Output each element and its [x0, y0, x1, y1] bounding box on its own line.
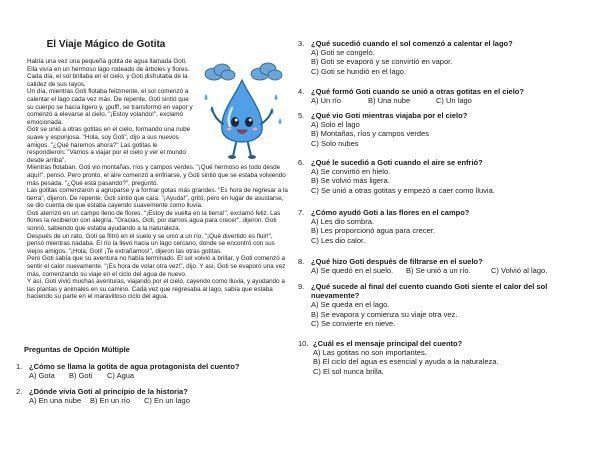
- option-a[interactable]: A) Les dio sombra.: [311, 217, 374, 227]
- options-list: [311, 300, 590, 328]
- options-list: [311, 120, 590, 148]
- option-a[interactable]: A) Se convirtió en hielo.: [311, 167, 391, 177]
- story-paragraph: Mientras flotaban, Goti vio montañas, ríos y campos verdes. "¡Qué hermoso es todo desde aquí!", pensó. Pero pronto, el aire comenzó a enfriarse, y Goti sintió que se estaba volviendo más pesada. "¿Qué está pasando?", preguntó.: [27, 164, 286, 187]
- story-paragraph: Después de un rato, Goti se filtró en el suelo y se unió a un río. "¡Qué divertido es fluir!", pensó mientras nadaba. El río la llevó hacia un lago cercano, donde se encontró con sus viejos amigos. "¡Hola, Goti! ¡Te extrañamos!", dijeron las otras gotitas.: [27, 232, 275, 255]
- question-9: [298, 282, 590, 328]
- option-b[interactable]: B) En un río: [90, 396, 131, 406]
- story-title: El Viaje Mágico de Gotita: [46, 39, 166, 50]
- question-1: [16, 362, 296, 380]
- option-c[interactable]: C) El sol nunca brilla.: [313, 366, 384, 376]
- option-b[interactable]: B) Se evapora y comienza su viaje otra vez.: [311, 309, 458, 319]
- option-b[interactable]: B) Una nube: [368, 96, 411, 106]
- question-2: [16, 387, 296, 405]
- multiple-choice-title: Preguntas de Opción Múltiple: [24, 345, 130, 354]
- question-number: 6.: [298, 158, 305, 167]
- option-c[interactable]: C) Solo nubes: [311, 138, 359, 148]
- option-a[interactable]: A) Se quedó en el suelo.: [311, 266, 394, 276]
- question-stem: ¿Qué formó Goti cuando se unió a otras gotitas en el cielo?: [311, 87, 524, 96]
- option-b[interactable]: B) Se unió a un río.: [406, 266, 471, 276]
- option-a[interactable]: A) Solo el lago: [311, 120, 360, 130]
- question-6: [298, 158, 590, 195]
- option-b[interactable]: B) Montañas, ríos y campos verdes: [311, 129, 429, 139]
- question-number: 5.: [298, 111, 305, 120]
- question-number: 9.: [298, 282, 305, 291]
- options-row: [29, 396, 296, 405]
- question-stem: ¿Cuál es el mensaje principal del cuento?: [313, 339, 463, 348]
- option-b[interactable]: B) El ciclo del agua es esencial y ayuda a la naturaleza.: [313, 357, 499, 367]
- option-b[interactable]: B) Se volvió más ligera.: [311, 176, 390, 186]
- option-a[interactable]: A) En una nube: [29, 396, 82, 406]
- story-paragraph: Un día, mientras Goti flotaba felizmente, el sol comenzó a calentar el lago cada vez más. De repente, Goti sintió que su cuerpo se hacía ligero y, ¡puff!, se transformó en vapor y comenzó a elevarse al cielo. "¡Estoy volando!", exclamó emocionada.: [27, 88, 193, 126]
- question-number: 3.: [298, 39, 305, 48]
- story-paragraph: Las gotitas comenzaron a agruparse y a formar gotas más grandes. "Es hora de regresar a la tierra", dijeron. De repente, Goti sintió que caía. "¡Ayuda!", gritó, pero en lugar de asustarse, se dio cuenta de que estaba cayendo suavemente como lluvia.: [27, 187, 288, 210]
- options-list: [313, 348, 590, 376]
- options-row: [311, 96, 590, 105]
- options-row: [311, 266, 590, 275]
- question-5: [298, 111, 590, 148]
- question-number: 7.: [298, 208, 305, 217]
- story-paragraph: Pero Goti sabía que su aventura no había terminado. El sol volvió a brillar, y Goti comenzó a sentir el calor nuevamente. "¡Es hora de volar otra vez!", dijo. Y así, Goti se evaporó una vez más, comenzando su viaje en el ciclo del agua de nuevo.: [27, 255, 286, 278]
- option-c[interactable]: C) Se convierte en nieve.: [311, 318, 396, 328]
- option-c[interactable]: C) En un lago: [144, 396, 190, 406]
- question-number: 10.: [298, 339, 309, 348]
- option-a[interactable]: A) Goti se congeló.: [311, 48, 375, 58]
- option-b[interactable]: B) Les proporcionó agua para crecer.: [311, 226, 435, 236]
- question-7: [298, 208, 590, 245]
- option-c[interactable]: C) Un lago: [436, 96, 472, 106]
- option-c[interactable]: C) Les dio calor.: [311, 235, 366, 245]
- option-a[interactable]: A) Se queda en el lago.: [311, 300, 390, 310]
- option-c[interactable]: C) Volvió al lago.: [491, 266, 548, 276]
- options-list: [311, 217, 590, 245]
- option-a[interactable]: A) Las gotitas no son importantes.: [313, 348, 427, 358]
- question-stem: ¿Qué sucedió cuando el sol comenzó a calentar el lago?: [311, 39, 513, 48]
- question-stem: ¿Cómo ayudó Goti a las flores en el campo?: [311, 208, 470, 217]
- question-number: 4.: [298, 87, 305, 96]
- option-a[interactable]: A) Gota: [29, 371, 55, 381]
- story-paragraph: Había una vez una pequeña gotita de agua llamada Goti. Ella vivía en un hermoso lago rodeado de árboles y flores. Cada día, el sol brillaba en el cielo, y Goti disfrutaba de la calidez de sus rayos.: [27, 58, 190, 88]
- question-stem: ¿Qué hizo Goti después de filtrarse en el suelo?: [311, 257, 483, 266]
- story-paragraph: Goti aterrizó en un campo lleno de flores. "¡Estoy de vuelta en la tierra!", exclamó feliz. Las flores la recibieron con alegría. "Gracias, Goti, por darnos agua para crecer", dijeron. Goti sonrió, sabiendo que estaba ayudando a la naturaleza.: [27, 209, 281, 233]
- question-stem: ¿Dónde vivía Goti al principio de la historia?: [29, 387, 188, 396]
- option-c[interactable]: C) Agua: [107, 371, 135, 381]
- question-stem: ¿Cómo se llama la gotita de agua protagonista del cuento?: [29, 362, 240, 371]
- question-stem: ¿Qué sucede al final del cuento cuando Goti siente el calor del sol nuevamente?: [311, 282, 548, 301]
- story-text: [27, 58, 289, 301]
- option-b[interactable]: B) Goti: [69, 371, 93, 381]
- question-4: [298, 87, 590, 105]
- options-row: [29, 371, 296, 380]
- option-c[interactable]: C) Se unió a otras gotitas y empezó a caer como lluvia.: [311, 185, 495, 195]
- question-number: 2.: [16, 387, 23, 396]
- options-list: [311, 167, 590, 195]
- option-a[interactable]: A) Un río: [311, 96, 342, 106]
- question-stem: ¿Qué vio Goti mientras viajaba por el cielo?: [311, 111, 468, 120]
- option-c[interactable]: C) Goti se hundió en el lago.: [311, 66, 407, 76]
- question-10: [298, 339, 590, 376]
- options-list: [311, 48, 590, 76]
- question-stem: ¿Qué le sucedió a Goti cuando el aire se enfrió?: [311, 158, 483, 167]
- question-number: 1.: [16, 362, 23, 371]
- story-paragraph: Goti se unió a otras gotitas en el cielo, formando una nube suave y esponjosa. "Hola, soy Goti", dijo a sus nuevos amigos. "¿Qué haremos ahora?" Las gotitas le respondieron: "Vamos a viajar por el cielo y ver el mundo desde arriba".: [27, 126, 191, 164]
- option-b[interactable]: B) Goti se evaporó y se convirtió en vapor.: [311, 57, 453, 67]
- question-3: [298, 39, 590, 76]
- question-number: 8.: [298, 257, 305, 266]
- question-8: [298, 257, 590, 275]
- story-paragraph: Y así, Goti vivió muchas aventuras, viajando por el cielo, cayendo como lluvia, y ayudando a las plantas y animales en su camino. Cada vez que regresaba al lago, sabía que estaba haciendo su parte en el maravilloso ciclo del agua.: [27, 278, 285, 301]
